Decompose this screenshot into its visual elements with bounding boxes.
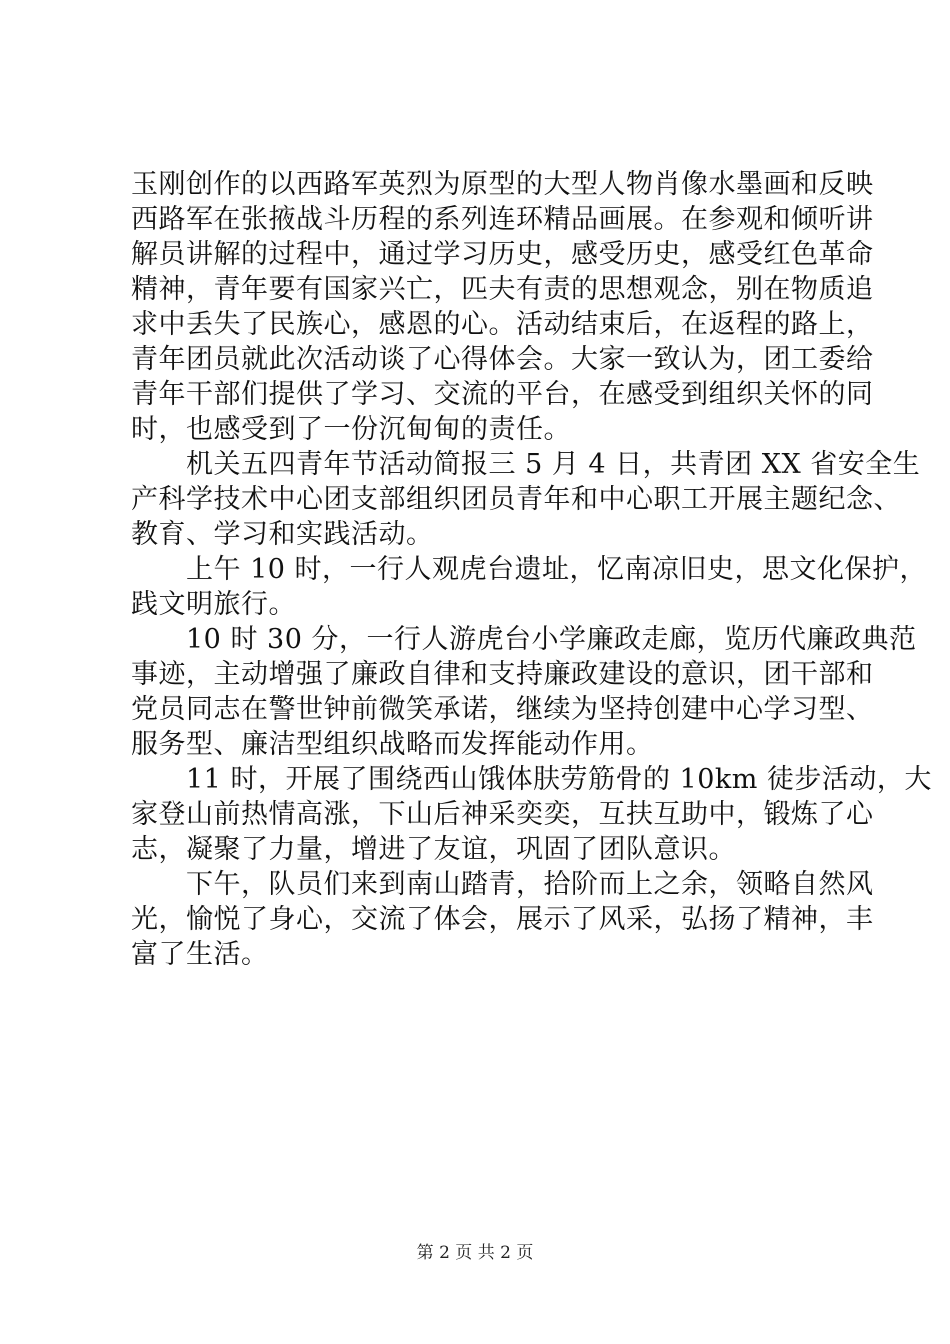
text-line: 精神，青年要有国家兴亡，匹夫有责的思想观念，别在物质追 [131,274,874,305]
text-line: 党员同志在警世钟前微笑承诺，继续为坚持创建中心学习型、 [131,694,874,725]
text-line: 玉刚创作的以西路军英烈为原型的大型人物肖像水墨画和反映 [131,169,874,200]
text-line: 上午 10 时，一行人观虎台遗址，忆南凉旧史，思文化保护， [131,554,928,585]
text-line: 光，愉悦了身心，交流了体会，展示了风采，弘扬了精神，丰 [131,904,874,935]
text-line: 机关五四青年节活动简报三 5 月 4 日，共青团 XX 省安全生 [131,449,921,480]
text-line: 产科学技术中心团支部组织团员青年和中心职工开展主题纪念、 [131,484,901,515]
text-line: 服务型、廉洁型组织战略而发挥能动作用。 [131,729,654,760]
text-line: 践文明旅行。 [131,589,296,620]
text-line: 10 时 30 分，一行人游虎台小学廉政走廊，览历代廉政典范 [131,624,917,655]
text-line: 青年团员就此次活动谈了心得体会。大家一致认为，团工委给 [131,344,874,375]
text-line: 求中丢失了民族心，感恩的心。活动结束后，在返程的路上， [131,309,874,340]
text-line: 事迹，主动增强了廉政自律和支持廉政建设的意识，团干部和 [131,659,874,690]
text-line: 教育、学习和实践活动。 [131,519,434,550]
text-line: 青年干部们提供了学习、交流的平台，在感受到组织关怀的同 [131,379,874,410]
text-line: 家登山前热情高涨，下山后神采奕奕，互扶互助中，锻炼了心 [131,799,874,830]
text-line: 下午，队员们来到南山踏青，拾阶而上之余，领略自然风 [131,869,874,900]
text-line: 志，凝聚了力量，增进了友谊，巩固了团队意识。 [131,834,736,865]
text-line: 时，也感受到了一份沉甸甸的责任。 [131,414,571,445]
text-line: 解员讲解的过程中，通过学习历史，感受历史，感受红色革命 [131,239,874,270]
text-line: 11 时，开展了围绕西山饿体肤劳筋骨的 10km 徒步活动，大 [131,764,932,795]
text-line: 西路军在张掖战斗历程的系列连环精品画展。在参观和倾听讲 [131,204,874,235]
text-line: 富了生活。 [131,939,269,970]
page-footer: 第 2 页 共 2 页 [416,1243,534,1263]
